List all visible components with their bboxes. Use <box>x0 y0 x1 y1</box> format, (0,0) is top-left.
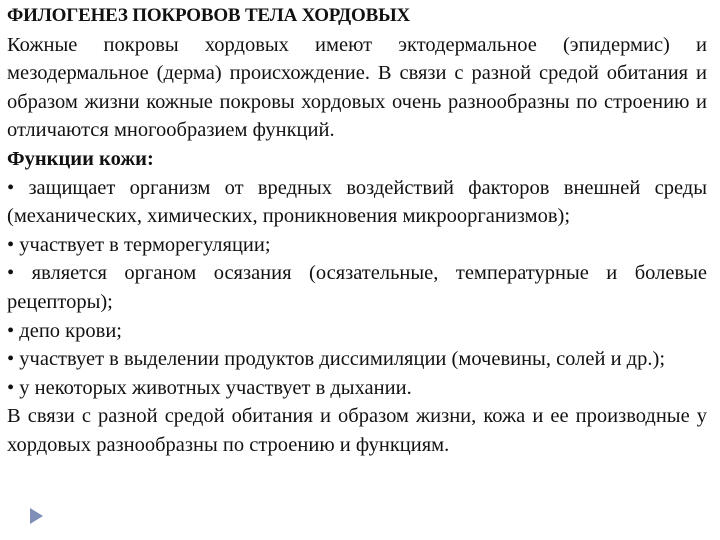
function-item: • является органом осязания (осязательные, температурные и болевые рецепторы); <box>7 262 707 313</box>
function-item: • защищает организм от вредных воздействий факторов внешней среды (механических, химических, проникновения микроорганизмов); <box>7 176 707 228</box>
function-item: • участвует в терморегуляции; <box>7 233 271 256</box>
function-item: • депо крови; <box>7 319 122 342</box>
triangle-right-icon[interactable] <box>30 508 43 524</box>
function-item: • у некоторых животных участвует в дыхании. <box>7 376 412 399</box>
slide-title: ФИЛОГЕНЕЗ ПОКРОВОВ ТЕЛА ХОРДОВЫХ <box>7 5 411 26</box>
conclusion-paragraph: В связи с разной средой обитания и образом жизни, кожа и ее производные у хордовых разнообразны по строению и функциям. <box>7 405 707 456</box>
slide-content <box>7 2 707 460</box>
function-item: • участвует в выделении продуктов диссимиляции (мочевины, солей и др.); <box>7 348 666 371</box>
functions-heading: Функции кожи: <box>7 147 154 170</box>
functions-list <box>7 174 707 403</box>
intro-paragraph: Кожные покровы хордовых имеют эктодермальное (эпидермис) и мезодермальное (дерма) происхождение. В связи с разной средой обитания и образом жизни кожные покровы хордовых очень разнообразны по строению и отличаются многообразием функций. <box>7 33 707 142</box>
